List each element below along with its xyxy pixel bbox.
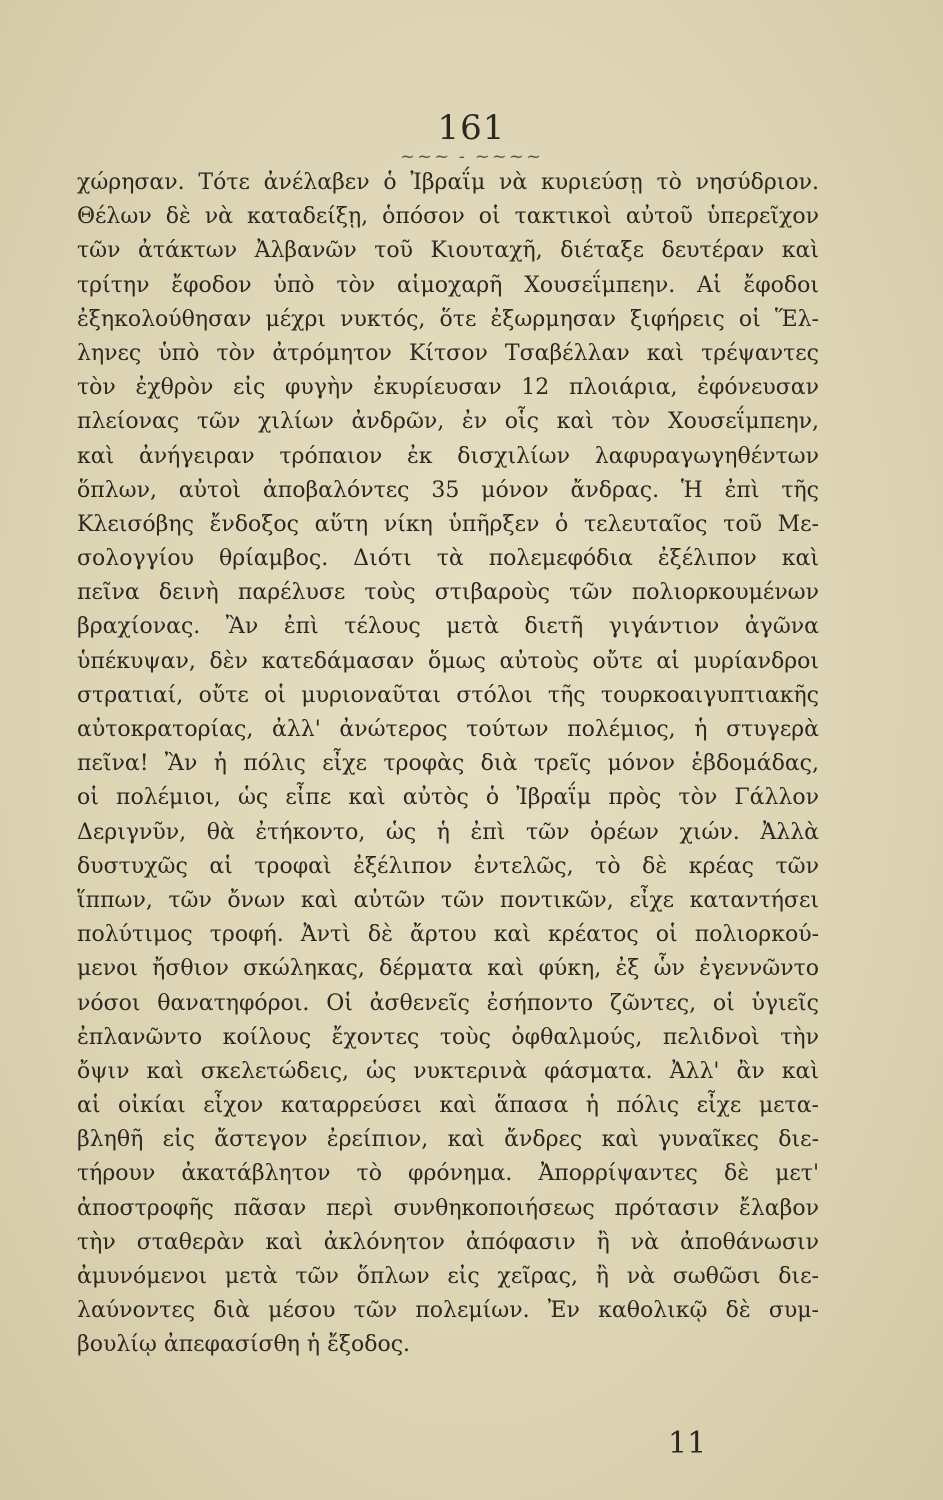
text-line: πεῖνα! Ἂν ἡ πόλις εἶχε τροφὰς διὰ τρεῖς μόνον ἑβδομάδας, (77, 751, 819, 777)
text-line: βληθῆ εἰς ἄστεγον ἐρείπιον, καὶ ἄνδρες καὶ γυναῖκες διε- (77, 1127, 819, 1153)
text-line: αὐτοκρατορίας, ἀλλ' ἀνώτερος τούτων πολέμιος, ἡ στυγερὰ (77, 717, 819, 742)
text-line: λαύνοντες διὰ μέσου τῶν πολεμίων. Ἐν καθολικῷ δὲ συμ- (77, 1298, 819, 1324)
text-line: Δεριγνῦν, θὰ ἐτήκοντο, ὡς ἡ ἐπὶ τῶν ὀρέων χιών. Ἀλλὰ (77, 819, 819, 845)
page-number: 161 (437, 108, 506, 148)
text-line: Θέλων δὲ νὰ καταδείξῃ, ὁπόσον οἱ τακτικοὶ αὐτοῦ ὑπερεῖχον (77, 204, 819, 230)
text-line: βουλίῳ ἀπεφασίσθη ἡ ἔξοδος. (77, 1332, 411, 1358)
signature-mark: 11 (668, 1426, 707, 1461)
text-line: δυστυχῶς αἱ τροφαὶ ἐξέλιπον ἐντελῶς, τὸ δὲ κρέας τῶν (77, 853, 819, 879)
text-line: ἀμυνόμενοι μετὰ τῶν ὅπλων εἰς χεῖρας, ἢ νὰ σωθῶσι διε- (77, 1264, 819, 1289)
text-line: ληνες ὑπὸ τὸν ἀτρόμητον Κίτσον Τσαβέλλαν καὶ τρέψαντες (77, 340, 819, 366)
text-line: καὶ ἀνήγειραν τρόπαιον ἐκ δισχιλίων λαφυραγωγηθέντων (77, 443, 819, 469)
text-line: μενοι ἤσθιον σκώληκας, δέρματα καὶ φύκη, ἐξ ὧν ἐγεννῶντο (77, 956, 819, 982)
text-line: ἀποστροφῆς πᾶσαν περὶ συνθηκοποιήσεως πρότασιν ἔλαβον (77, 1195, 819, 1221)
text-line: βραχίονας. Ἂν ἐπὶ τέλους μετὰ διετῆ γιγάντιον ἀγῶνα (77, 614, 819, 640)
text-line: τήρουν ἀκατάβλητον τὸ φρόνημα. Ἀπορρίψαντες δὲ μετ' (77, 1161, 819, 1187)
text-line: ὅπλων, αὐτοὶ ἀποβαλόντες 35 μόνον ἄνδρας. Ἡ ἐπὶ τῆς (77, 477, 819, 503)
text-line: τῶν ἀτάκτων Ἀλβανῶν τοῦ Κιουταχῆ, διέταξε δευτέραν καὶ (77, 238, 819, 264)
text-line: νόσοι θανατηφόροι. Οἱ ἀσθενεῖς ἐσήποντο ζῶντες, οἱ ὑγιεῖς (77, 990, 819, 1016)
text-line: ἐπλανῶντο κοίλους ἔχοντες τοὺς ὀφθαλμούς, πελιδνοὶ τὴν (77, 1024, 819, 1050)
text-line: τὸν ἐχθρὸν εἰς φυγὴν ἐκυρίευσαν 12 πλοιάρια, ἐφόνευσαν (77, 375, 819, 401)
text-line: ὑπέκυψαν, δὲν κατεδάμασαν ὅμως αὐτοὺς οὔτε αἱ μυρίανδροι (77, 648, 819, 674)
text-line: τὴν σταθερὰν καὶ ἀκλόνητον ἀπόφασιν ἢ νὰ ἀποθάνωσιν (77, 1229, 819, 1255)
text-line: ὄψιν καὶ σκελετώδεις, ὡς νυκτερινὰ φάσματα. Ἀλλ' ἂν καὶ (77, 1058, 819, 1084)
text-line: οἱ πολέμιοι, ὡς εἶπε καὶ αὐτὸς ὁ Ἰβραΐμ πρὸς τὸν Γάλλον (77, 785, 819, 811)
text-line: αἱ οἰκίαι εἶχον καταρρεύσει καὶ ἅπασα ἡ πόλις εἶχε μετα- (77, 1093, 819, 1119)
text-line: στρατιαί, οὔτε οἱ μυριοναῦται στόλοι τῆς τουρκοαιγυπτιακῆς (77, 682, 819, 708)
text-line: πολύτιμος τροφή. Ἀντὶ δὲ ἄρτου καὶ κρέατος οἱ πολιορκού- (77, 922, 819, 948)
header-ornament: ~~~ - ~~~~ (399, 146, 544, 167)
text-line: σολογγίου θρίαμβος. Διότι τὰ πολεμεφόδια ἐξέλιπον καὶ (77, 546, 819, 572)
text-line: ἐξηκολούθησαν μέχρι νυκτός, ὅτε ἐξωρμησαν ξιφήρεις οἱ Ἕλ- (77, 306, 819, 332)
text-line: Κλεισόβης ἔνδοξος αὕτη νίκη ὑπῆρξεν ὁ τελευταῖος τοῦ Με- (77, 511, 819, 537)
text-line: πεῖνα δεινὴ παρέλυσε τοὺς στιβαροὺς τῶν πολιορκουμένων (77, 580, 819, 606)
text-line: τρίτην ἔφοδον ὑπὸ τὸν αἱμοχαρῆ Χουσεΐμπεην. Αἱ ἔφοδοι (77, 272, 819, 298)
body-text (77, 166, 819, 1363)
text-line: χώρησαν. Τότε ἀνέλαβεν ὁ Ἰβραΐμ νὰ κυριεύσῃ τὸ νησύδριον. (77, 170, 819, 195)
text-line: πλείονας τῶν χιλίων ἀνδρῶν, ἐν οἷς καὶ τὸν Χουσεΐμπεην, (77, 409, 819, 435)
text-line: ἵππων, τῶν ὄνων καὶ αὐτῶν τῶν ποντικῶν, εἶχε καταντήσει (77, 887, 819, 913)
